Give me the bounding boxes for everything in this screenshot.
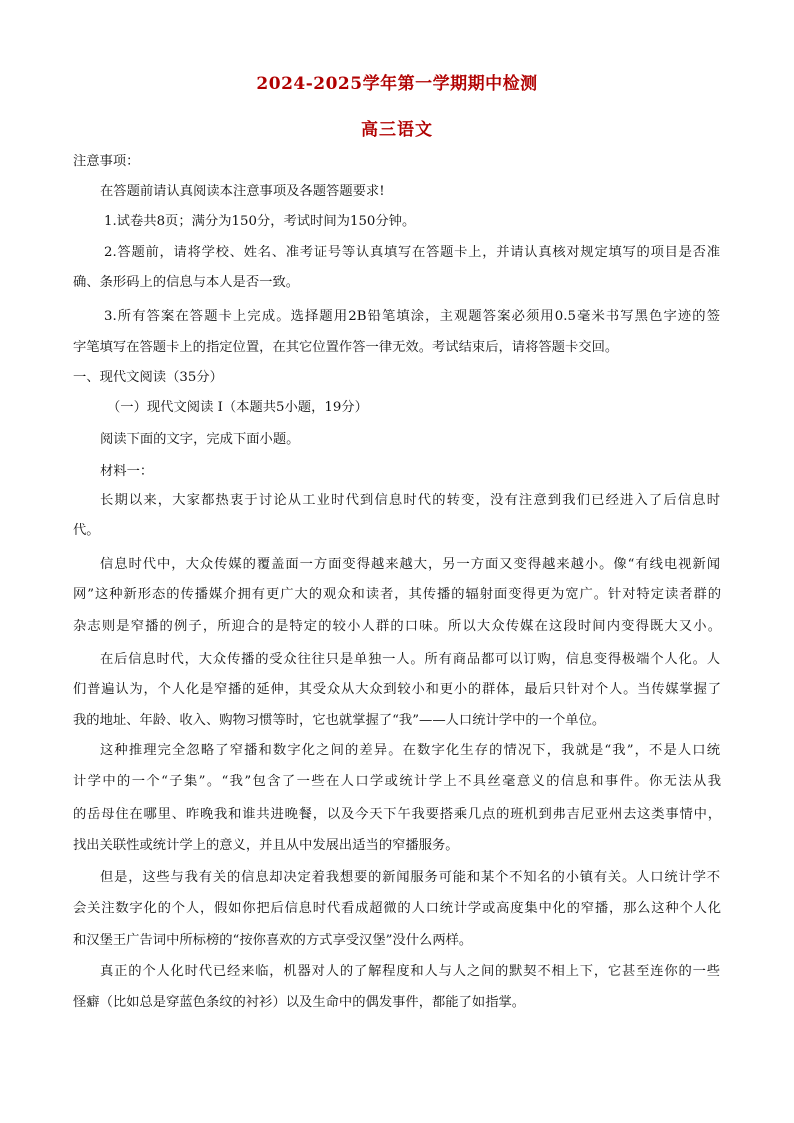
material-label: 材料一： [100,464,154,479]
notice-item-2-line-2: 确、条形码上的信息与本人是否一致。 [73,275,300,290]
subsection-title: （一）现代文阅读 Ⅰ（本题共5小题，19分） [107,400,368,415]
passage-line: 代。 [73,523,100,538]
passage-line: 但是，这些与我有关的信息却决定着我想要的新闻服务可能和某个不知名的小镇有关。人口统计学不 [100,870,720,885]
reading-instruction: 阅读下面的文字，完成下面小题。 [100,432,300,447]
passage-line: 计学中的一个“子集”。“我”包含了一些在人口学或统计学上不具丝毫意义的信息和事件。你无法从我 [73,774,721,789]
exam-subject: 高三语文 [361,120,433,140]
passage-line: 我的地址、年龄、收入、购物习惯等时，它也就掌握了“我”——人口统计学中的一个单位。 [73,713,606,728]
notice-item-2-line-1: 2.答题前，请将学校、姓名、准考证号等认真填写在答题卡上，并请认真核对规定填写的项目是否准 [104,245,720,260]
exam-title: 2024-2025学年第一学期期中检测 [256,74,538,94]
passage-line: 真正的个人化时代已经来临，机器对人的了解程度和人与人之间的默契不相上下，它甚至连你的一些 [100,964,720,979]
passage-line: 会关注数字化的个人，假如你把后信息时代看成超微的人口统计学或高度集中化的窄播，那么这种个人化 [73,901,721,916]
passage-line: 这种推理完全忽略了窄播和数字化之间的差异。在数字化生存的情况下，我就是“我”，不是人口统 [100,743,720,758]
passage-line: 长期以来，大家都热衷于讨论从工业时代到信息时代的转变，没有注意到我们已经进入了后信息时 [100,493,720,508]
notice-item-3-line-1: 3.所有答案在答题卡上完成。选择题用2B铅笔填涂，主观题答案必须用0.5毫米书写黑色字迹的签 [104,309,720,324]
passage-line: 杂志则是窄播的例子，所迎合的是特定的较小人群的口味。所以大众传媒在这段时间内变得既大又小。 [73,619,721,634]
notice-item-1: 1.试卷共8页；满分为150分，考试时间为150分钟。 [104,214,416,229]
notice-item-3-line-2: 字笔填写在答题卡上的指定位置，在其它位置作答一律无效。考试结束后，请将答题卡交回。 [73,340,619,355]
passage-line: 的岳母住在哪里、昨晚我和谁共进晚餐，以及今天下午我要搭乘几点的班机到弗吉尼亚州去这类事情中， [73,807,721,822]
notice-heading: 注意事项： [73,154,140,169]
passage-line: 和汉堡王广告词中所标榜的“按你喜欢的方式享受汉堡”没什么两样。 [73,933,473,948]
notice-intro: 在答题前请认真阅读本注意事项及各题答题要求! [100,184,385,199]
passage-line: 在后信息时代，大众传播的受众往往只是单独一人。所有商品都可以订购，信息变得极端个人化。人 [100,652,720,667]
passage-line: 怪癖（比如总是穿蓝色条纹的衬衫）以及生命中的偶发事件，都能了如指掌。 [73,995,526,1010]
passage-line: 信息时代中，大众传媒的覆盖面一方面变得越来越大，另一方面又变得越来越小。像“有线电视新闻 [100,557,720,572]
section-title: 一、现代文阅读（35分） [73,370,223,385]
passage-line: 网”这种新形态的传播媒介拥有更广大的观众和读者，其传播的辐射面变得更为宽广。针对特定读者群的 [73,587,721,602]
passage-line: 们普遍认为，个人化是窄播的延伸，其受众从大众到较小和更小的群体，最后只针对个人。当传媒掌握了 [73,682,721,697]
passage-line: 找出关联性或统计学上的意义，并且从中发展出适当的窄播服务。 [73,838,459,853]
